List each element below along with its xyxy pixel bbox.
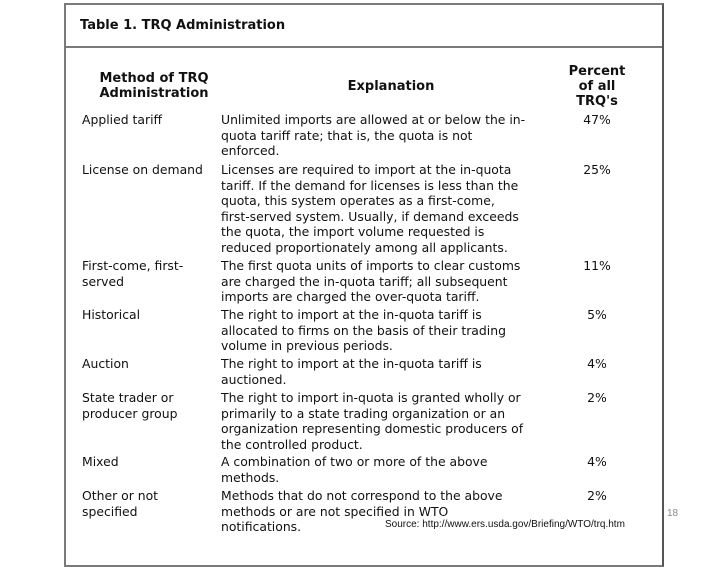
row-method: Historical bbox=[82, 307, 141, 322]
row-method: Auction bbox=[82, 356, 129, 371]
row-percent: 2% bbox=[587, 390, 607, 405]
table-title: Table 1. TRQ Administration bbox=[80, 18, 286, 33]
row-percent: 25% bbox=[583, 162, 611, 177]
row-explanation: The first quota units of imports to clear customs are charged the in-quota tariff; all subsequent imports are charged the over-quota tariff. bbox=[221, 258, 521, 304]
source-citation: Source: http://www.ers.usda.gov/Briefing/WTO/trq.htm bbox=[385, 519, 625, 530]
row-explanation: Unlimited imports are allowed at or below the in- quota tariff rate; that is, the quota is not enforced. bbox=[221, 112, 526, 158]
row-method: Mixed bbox=[82, 454, 119, 469]
row-percent: 2% bbox=[587, 488, 607, 503]
row-method: State trader or producer group bbox=[82, 390, 178, 421]
row-explanation: A combination of two or more of the above methods. bbox=[221, 454, 488, 485]
row-explanation: The right to import at the in-quota tariff is allocated to firms on the basis of their trading volume in previous periods. bbox=[221, 307, 506, 353]
row-explanation: Licenses are required to import at the in-quota tariff. If the demand for licenses is less than the quota, this system operates as a first-come, first-served system. Usually, if demand exceeds the quota, the import volume requested is reduced proportionately among all applicants. bbox=[221, 162, 519, 255]
page-number: 18 bbox=[667, 508, 679, 519]
row-explanation: Methods that do not correspond to the above methods or are not specified in WTO notifications. bbox=[221, 488, 503, 534]
row-explanation: The right to import at the in-quota tariff is auctioned. bbox=[221, 356, 482, 387]
header-method: Method of TRQ Administration bbox=[99, 71, 209, 101]
row-method: Other or not specified bbox=[82, 488, 159, 519]
row-method: First-come, first- served bbox=[82, 258, 184, 289]
row-method: License on demand bbox=[82, 162, 203, 177]
table-title-bar bbox=[66, 5, 662, 48]
trq-table bbox=[64, 3, 664, 567]
row-percent: 5% bbox=[587, 307, 607, 322]
row-percent: 4% bbox=[587, 454, 607, 469]
row-method: Applied tariff bbox=[82, 112, 163, 127]
row-explanation: The right to import in-quota is granted wholly or primarily to a state trading organization or an organization representing domestic producers of the controlled product. bbox=[221, 390, 524, 452]
row-percent: 4% bbox=[587, 356, 607, 371]
header-percent: Percent of all TRQ's bbox=[568, 64, 626, 109]
row-percent: 11% bbox=[583, 258, 611, 273]
row-percent: 47% bbox=[583, 112, 611, 127]
header-explanation: Explanation bbox=[347, 79, 435, 94]
